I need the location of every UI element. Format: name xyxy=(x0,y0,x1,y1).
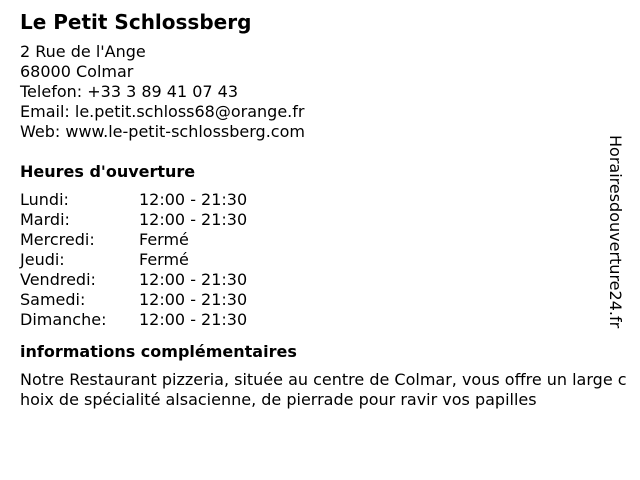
hours-day: Mercredi: xyxy=(20,230,95,249)
hours-day: Dimanche: xyxy=(20,310,107,329)
opening-hours-table xyxy=(20,190,610,330)
hours-day: Lundi: xyxy=(20,190,69,209)
hours-row-jeudi xyxy=(20,250,610,270)
hours-row-mardi xyxy=(20,210,610,230)
website-line: Web: www.le-petit-schlossberg.com xyxy=(20,122,305,141)
hours-time: 12:00 - 21:30 xyxy=(139,210,248,229)
additional-info-text: Notre Restaurant pizzeria, située au centre de Colmar, vous offre un large choix de spécialité alsacienne, de pierrade pour ravir vos papilles xyxy=(20,370,627,409)
hours-time: 12:00 - 21:30 xyxy=(139,310,248,329)
hours-day: Samedi: xyxy=(20,290,86,309)
email-line: Email: le.petit.schloss68@orange.fr xyxy=(20,102,305,121)
address-street: 2 Rue de l'Ange xyxy=(20,42,146,61)
hours-time: 12:00 - 21:30 xyxy=(139,270,248,289)
hours-day: Vendredi: xyxy=(20,270,96,289)
hours-day: Jeudi: xyxy=(20,250,65,269)
address-city: 68000 Colmar xyxy=(20,62,134,81)
hours-row-mercredi xyxy=(20,230,610,250)
phone-line: Telefon: +33 3 89 41 07 43 xyxy=(20,82,239,101)
hours-time: Fermé xyxy=(139,230,189,249)
hours-time: 12:00 - 21:30 xyxy=(139,290,248,309)
hours-time: Fermé xyxy=(139,250,189,269)
hours-time: 12:00 - 21:30 xyxy=(139,190,248,209)
opening-hours-heading: Heures d'ouverture xyxy=(20,162,196,181)
site-watermark: Horairesdouverture24.fr xyxy=(606,135,625,329)
additional-info-heading: informations complémentaires xyxy=(20,342,297,361)
hours-row-lundi xyxy=(20,190,610,210)
hours-day: Mardi: xyxy=(20,210,70,229)
hours-row-dimanche xyxy=(20,310,610,330)
hours-row-samedi xyxy=(20,290,610,310)
hours-row-vendredi xyxy=(20,270,610,290)
restaurant-name: Le Petit Schlossberg xyxy=(20,10,252,34)
